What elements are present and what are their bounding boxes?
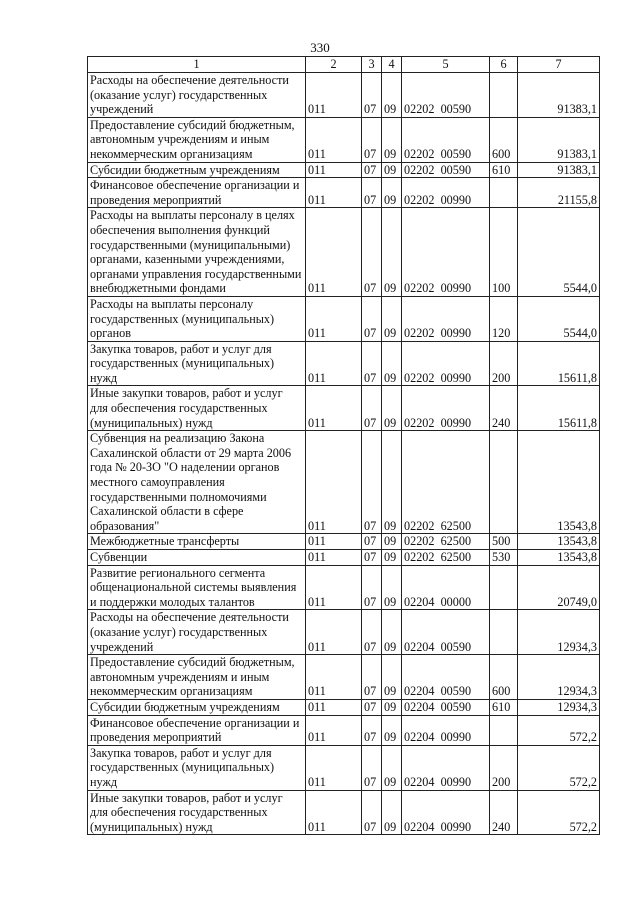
section-code-cell: 07	[362, 790, 382, 835]
table-row	[88, 178, 600, 208]
amount-cell: 5544,0	[518, 296, 600, 341]
expense-type-cell: 610	[490, 162, 518, 178]
amount-cell: 91383,1	[518, 73, 600, 118]
table-row	[88, 550, 600, 566]
expense-type-cell: 240	[490, 790, 518, 835]
table-row	[88, 162, 600, 178]
subsection-code-cell: 09	[382, 341, 402, 386]
expense-type-cell: 200	[490, 745, 518, 790]
table-row	[88, 655, 600, 700]
amount-cell: 15611,8	[518, 341, 600, 386]
ministry-code-cell: 011	[306, 565, 362, 610]
amount-cell: 12934,3	[518, 699, 600, 715]
item-name-cell: Межбюджетные трансферты	[88, 534, 306, 550]
section-code-cell: 07	[362, 341, 382, 386]
subsection-code-cell: 09	[382, 534, 402, 550]
subsection-code-cell: 09	[382, 73, 402, 118]
table-row	[88, 610, 600, 655]
amount-cell: 91383,1	[518, 162, 600, 178]
ministry-code-cell: 011	[306, 699, 362, 715]
item-name-cell: Предоставление субсидий бюджетным, автономным учреждениям и иным некоммерческим организациям	[88, 655, 306, 700]
amount-cell: 91383,1	[518, 117, 600, 162]
subsection-code-cell: 09	[382, 208, 402, 297]
section-code-cell: 07	[362, 73, 382, 118]
subsection-code-cell: 09	[382, 296, 402, 341]
ministry-code-cell: 011	[306, 73, 362, 118]
expense-type-cell: 200	[490, 341, 518, 386]
item-name-cell: Расходы на выплаты персоналу в целях обеспечения выполнения функций государственными (муниципальными) органами, казенными учреждениями, органами управления государственными внебюджетными фондами	[88, 208, 306, 297]
section-code-cell: 07	[362, 745, 382, 790]
section-code-cell: 07	[362, 699, 382, 715]
item-name-cell: Субсидии бюджетным учреждениям	[88, 162, 306, 178]
section-code-cell: 07	[362, 534, 382, 550]
target-article-cell: 02202 62500	[402, 550, 490, 566]
section-code-cell: 07	[362, 117, 382, 162]
expense-type-cell	[490, 178, 518, 208]
subsection-code-cell: 09	[382, 610, 402, 655]
item-name-cell: Субсидии бюджетным учреждениям	[88, 699, 306, 715]
amount-cell: 12934,3	[518, 610, 600, 655]
subsection-code-cell: 09	[382, 117, 402, 162]
section-code-cell: 07	[362, 610, 382, 655]
table-row	[88, 790, 600, 835]
expense-type-cell	[490, 610, 518, 655]
expense-type-cell	[490, 431, 518, 534]
ministry-code-cell: 011	[306, 386, 362, 431]
item-name-cell: Субвенция на реализацию Закона Сахалинской области от 29 марта 2006 года № 20-ЗО "О наделении органов местного самоуправления государственными полномочиями Сахалинской области в сфере образования"	[88, 431, 306, 534]
ministry-code-cell: 011	[306, 162, 362, 178]
table-row	[88, 534, 600, 550]
subsection-code-cell: 09	[382, 790, 402, 835]
item-name-cell: Расходы на обеспечение деятельности (оказание услуг) государственных учреждений	[88, 73, 306, 118]
target-article-cell: 02204 00990	[402, 745, 490, 790]
header-cell-6: 6	[490, 57, 518, 73]
section-code-cell: 07	[362, 162, 382, 178]
item-name-cell: Расходы на обеспечение деятельности (оказание услуг) государственных учреждений	[88, 610, 306, 655]
item-name-cell: Предоставление субсидий бюджетным, автономным учреждениям и иным некоммерческим организациям	[88, 117, 306, 162]
subsection-code-cell: 09	[382, 431, 402, 534]
header-cell-7: 7	[518, 57, 600, 73]
target-article-cell: 02204 00590	[402, 699, 490, 715]
expense-type-cell: 600	[490, 117, 518, 162]
subsection-code-cell: 09	[382, 550, 402, 566]
item-name-cell: Расходы на выплаты персоналу государственных (муниципальных) органов	[88, 296, 306, 341]
amount-cell: 572,2	[518, 790, 600, 835]
table-row	[88, 73, 600, 118]
subsection-code-cell: 09	[382, 699, 402, 715]
item-name-cell: Финансовое обеспечение организации и проведения мероприятий	[88, 715, 306, 745]
ministry-code-cell: 011	[306, 431, 362, 534]
section-code-cell: 07	[362, 565, 382, 610]
expense-type-cell: 610	[490, 699, 518, 715]
target-article-cell: 02202 62500	[402, 431, 490, 534]
expense-type-cell: 120	[490, 296, 518, 341]
amount-cell: 572,2	[518, 745, 600, 790]
table-row	[88, 117, 600, 162]
target-article-cell: 02202 00990	[402, 178, 490, 208]
header-cell-4: 4	[382, 57, 402, 73]
table-row	[88, 699, 600, 715]
section-code-cell: 07	[362, 431, 382, 534]
subsection-code-cell: 09	[382, 162, 402, 178]
amount-cell: 572,2	[518, 715, 600, 745]
target-article-cell: 02204 00990	[402, 790, 490, 835]
ministry-code-cell: 011	[306, 715, 362, 745]
target-article-cell: 02202 00590	[402, 117, 490, 162]
target-article-cell: 02202 62500	[402, 534, 490, 550]
ministry-code-cell: 011	[306, 208, 362, 297]
subsection-code-cell: 09	[382, 715, 402, 745]
header-cell-2: 2	[306, 57, 362, 73]
expense-type-cell	[490, 565, 518, 610]
budget-table	[87, 56, 600, 835]
subsection-code-cell: 09	[382, 565, 402, 610]
target-article-cell: 02204 00000	[402, 565, 490, 610]
item-name-cell: Закупка товаров, работ и услуг для государственных (муниципальных) нужд	[88, 745, 306, 790]
item-name-cell: Субвенции	[88, 550, 306, 566]
target-article-cell: 02202 00990	[402, 208, 490, 297]
section-code-cell: 07	[362, 715, 382, 745]
subsection-code-cell: 09	[382, 178, 402, 208]
section-code-cell: 07	[362, 386, 382, 431]
expense-type-cell: 500	[490, 534, 518, 550]
amount-cell: 5544,0	[518, 208, 600, 297]
amount-cell: 21155,8	[518, 178, 600, 208]
target-article-cell: 02202 00990	[402, 296, 490, 341]
item-name-cell: Развитие регионального сегмента общенациональной системы выявления и поддержки молодых талантов	[88, 565, 306, 610]
ministry-code-cell: 011	[306, 790, 362, 835]
header-cell-1: 1	[88, 57, 306, 73]
target-article-cell: 02202 00590	[402, 162, 490, 178]
amount-cell: 13543,8	[518, 431, 600, 534]
target-article-cell: 02204 00590	[402, 610, 490, 655]
item-name-cell: Финансовое обеспечение организации и проведения мероприятий	[88, 178, 306, 208]
header-cell-3: 3	[362, 57, 382, 73]
ministry-code-cell: 011	[306, 296, 362, 341]
header-cell-5: 5	[402, 57, 490, 73]
subsection-code-cell: 09	[382, 745, 402, 790]
expense-type-cell: 530	[490, 550, 518, 566]
subsection-code-cell: 09	[382, 655, 402, 700]
table-row	[88, 431, 600, 534]
section-code-cell: 07	[362, 178, 382, 208]
expense-type-cell: 240	[490, 386, 518, 431]
ministry-code-cell: 011	[306, 178, 362, 208]
ministry-code-cell: 011	[306, 341, 362, 386]
section-code-cell: 07	[362, 296, 382, 341]
expense-type-cell	[490, 715, 518, 745]
item-name-cell: Иные закупки товаров, работ и услуг для обеспечения государственных (муниципальных) нужд	[88, 790, 306, 835]
table-row	[88, 386, 600, 431]
table-row	[88, 296, 600, 341]
table-row	[88, 565, 600, 610]
table-row	[88, 208, 600, 297]
section-code-cell: 07	[362, 655, 382, 700]
ministry-code-cell: 011	[306, 655, 362, 700]
ministry-code-cell: 011	[306, 550, 362, 566]
expense-type-cell: 600	[490, 655, 518, 700]
table-row	[88, 745, 600, 790]
amount-cell: 15611,8	[518, 386, 600, 431]
expense-type-cell: 100	[490, 208, 518, 297]
amount-cell: 13543,8	[518, 550, 600, 566]
ministry-code-cell: 011	[306, 610, 362, 655]
table-row	[88, 341, 600, 386]
ministry-code-cell: 011	[306, 534, 362, 550]
target-article-cell: 02202 00990	[402, 341, 490, 386]
expense-type-cell	[490, 73, 518, 118]
target-article-cell: 02204 00590	[402, 655, 490, 700]
section-code-cell: 07	[362, 550, 382, 566]
subsection-code-cell: 09	[382, 386, 402, 431]
ministry-code-cell: 011	[306, 117, 362, 162]
target-article-cell: 02204 00990	[402, 715, 490, 745]
item-name-cell: Закупка товаров, работ и услуг для государственных (муниципальных) нужд	[88, 341, 306, 386]
table-row	[88, 715, 600, 745]
item-name-cell: Иные закупки товаров, работ и услуг для обеспечения государственных (муниципальных) нужд	[88, 386, 306, 431]
amount-cell: 20749,0	[518, 565, 600, 610]
page-number: 330	[310, 40, 330, 55]
amount-cell: 12934,3	[518, 655, 600, 700]
amount-cell: 13543,8	[518, 534, 600, 550]
target-article-cell: 02202 00990	[402, 386, 490, 431]
target-article-cell: 02202 00590	[402, 73, 490, 118]
header-row	[88, 57, 600, 73]
section-code-cell: 07	[362, 208, 382, 297]
ministry-code-cell: 011	[306, 745, 362, 790]
